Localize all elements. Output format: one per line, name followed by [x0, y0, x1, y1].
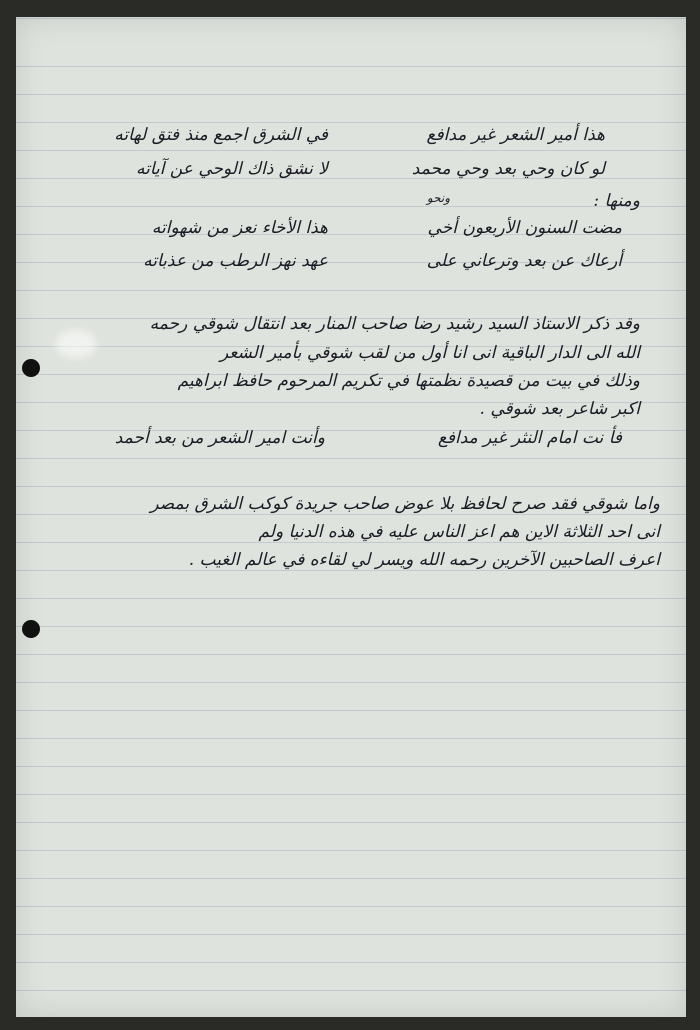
insert-word-annotation: ونحو: [426, 191, 450, 205]
poem2-line1-right-hemistich: مضت السنون الأربعون أخي: [427, 218, 622, 238]
paragraph1-line4: اكبر شاعر بعد شوقي .: [479, 399, 640, 419]
paragraph1-line3: وذلك في بيت من قصيدة نظمتها في تكريم المرحوم حافظ ابراهيم: [177, 371, 640, 391]
punch-hole-lower: [22, 620, 40, 638]
paragraph1-line2: الله الى الدار الباقية انى انا أول من لقب شوقي بأمير الشعر: [219, 343, 640, 363]
paragraph1-line1: وقد ذكر الاستاذ السيد رشيد رضا صاحب المنار بعد انتقال شوقي رحمه: [149, 314, 640, 334]
intro-word: ومنها :: [593, 191, 640, 211]
poem2-line2-left-hemistich: عهد نهز الرطب من عذباته: [143, 251, 328, 271]
verse3-right-hemistich: فأ نت امام النثر غير مدافع: [437, 428, 622, 448]
poem1-line2-left-hemistich: لا نشق ذاك الوحي عن آياته: [135, 159, 328, 179]
poem1-line1-left-hemistich: في الشرق اجمع منذ فتق لهاته: [114, 125, 328, 145]
poem2-line1-left-hemistich: هذا الأخاء نعز من شهواته: [151, 218, 328, 238]
paper-smudge: [56, 330, 96, 358]
paragraph2-line3: اعرف الصاحبين الآخرين رحمه الله ويسر لي لقاءه في عالم الغيب .: [188, 550, 660, 570]
poem1-line1-right-hemistich: هذا أمير الشعر غير مدافع: [426, 125, 605, 145]
paragraph2-line2: انى احد الثلاثة الاين هم اعز الناس عليه في هذه الدنيا ولم: [258, 522, 660, 542]
poem1-line2-right-hemistich: لو كان وحي بعد وحي محمد: [411, 159, 605, 179]
poem2-line2-right-hemistich: أرعاك عن بعد وترعاني على: [426, 251, 622, 271]
paragraph2-line1: واما شوقي فقد صرح لحافظ بلا عوض صاحب جريدة كوكب الشرق بمصر: [150, 494, 660, 514]
verse3-left-hemistich: وأنت امير الشعر من بعد أحمد: [114, 428, 325, 448]
punch-hole-upper: [22, 359, 40, 377]
